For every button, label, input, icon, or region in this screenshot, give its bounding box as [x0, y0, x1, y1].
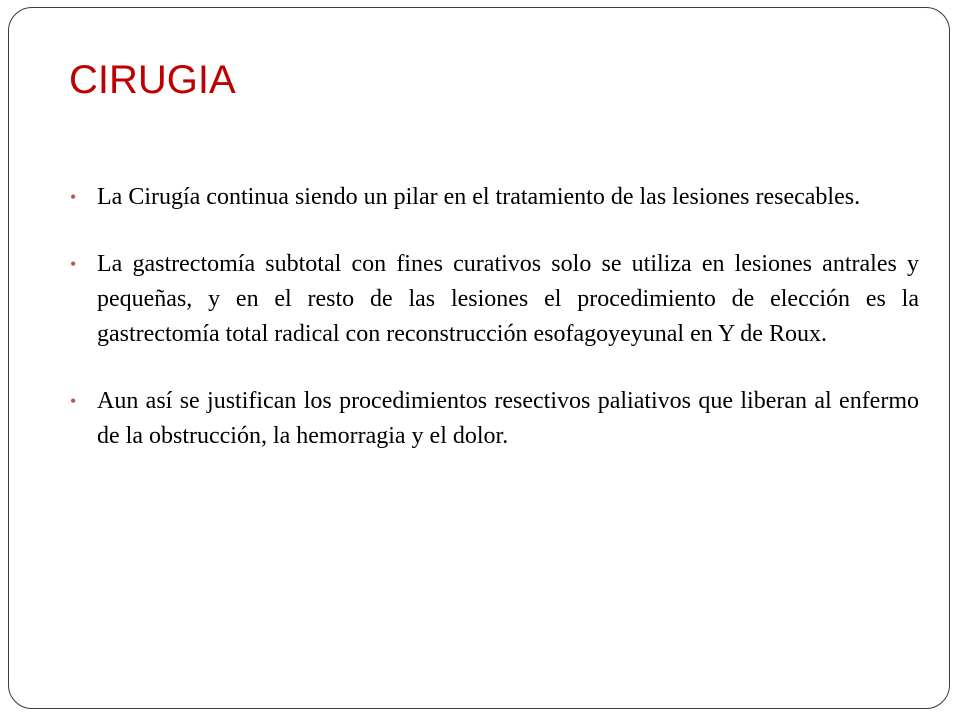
bullet-icon: •: [70, 391, 77, 411]
bullet-list: [67, 180, 919, 486]
bullet-item-palliative: [67, 384, 919, 454]
bullet-text: Aun así se justifican los procedimientos resectivos paliativos que liberan al enfermo de la obstrucción, la hemorragia y el dolor.: [97, 388, 919, 449]
bullet-item-surgery-pillar: [67, 180, 919, 215]
slide-title: CIRUGIA: [69, 58, 236, 102]
bullet-icon: •: [70, 254, 77, 274]
slide-frame: [8, 7, 950, 709]
bullet-item-gastrectomy: [67, 247, 919, 352]
bullet-text: La Cirugía continua siendo un pilar en el tratamiento de las lesiones resecables.: [97, 184, 861, 210]
bullet-text: La gastrectomía subtotal con fines curativos solo se utiliza en lesiones antrales y pequeñas, y en el resto de las lesiones el procedimiento de elección es la gastrectomía total radical con reconstrucción esofagoyeyunal en Y de Roux.: [97, 251, 919, 347]
bullet-icon: •: [70, 187, 77, 207]
